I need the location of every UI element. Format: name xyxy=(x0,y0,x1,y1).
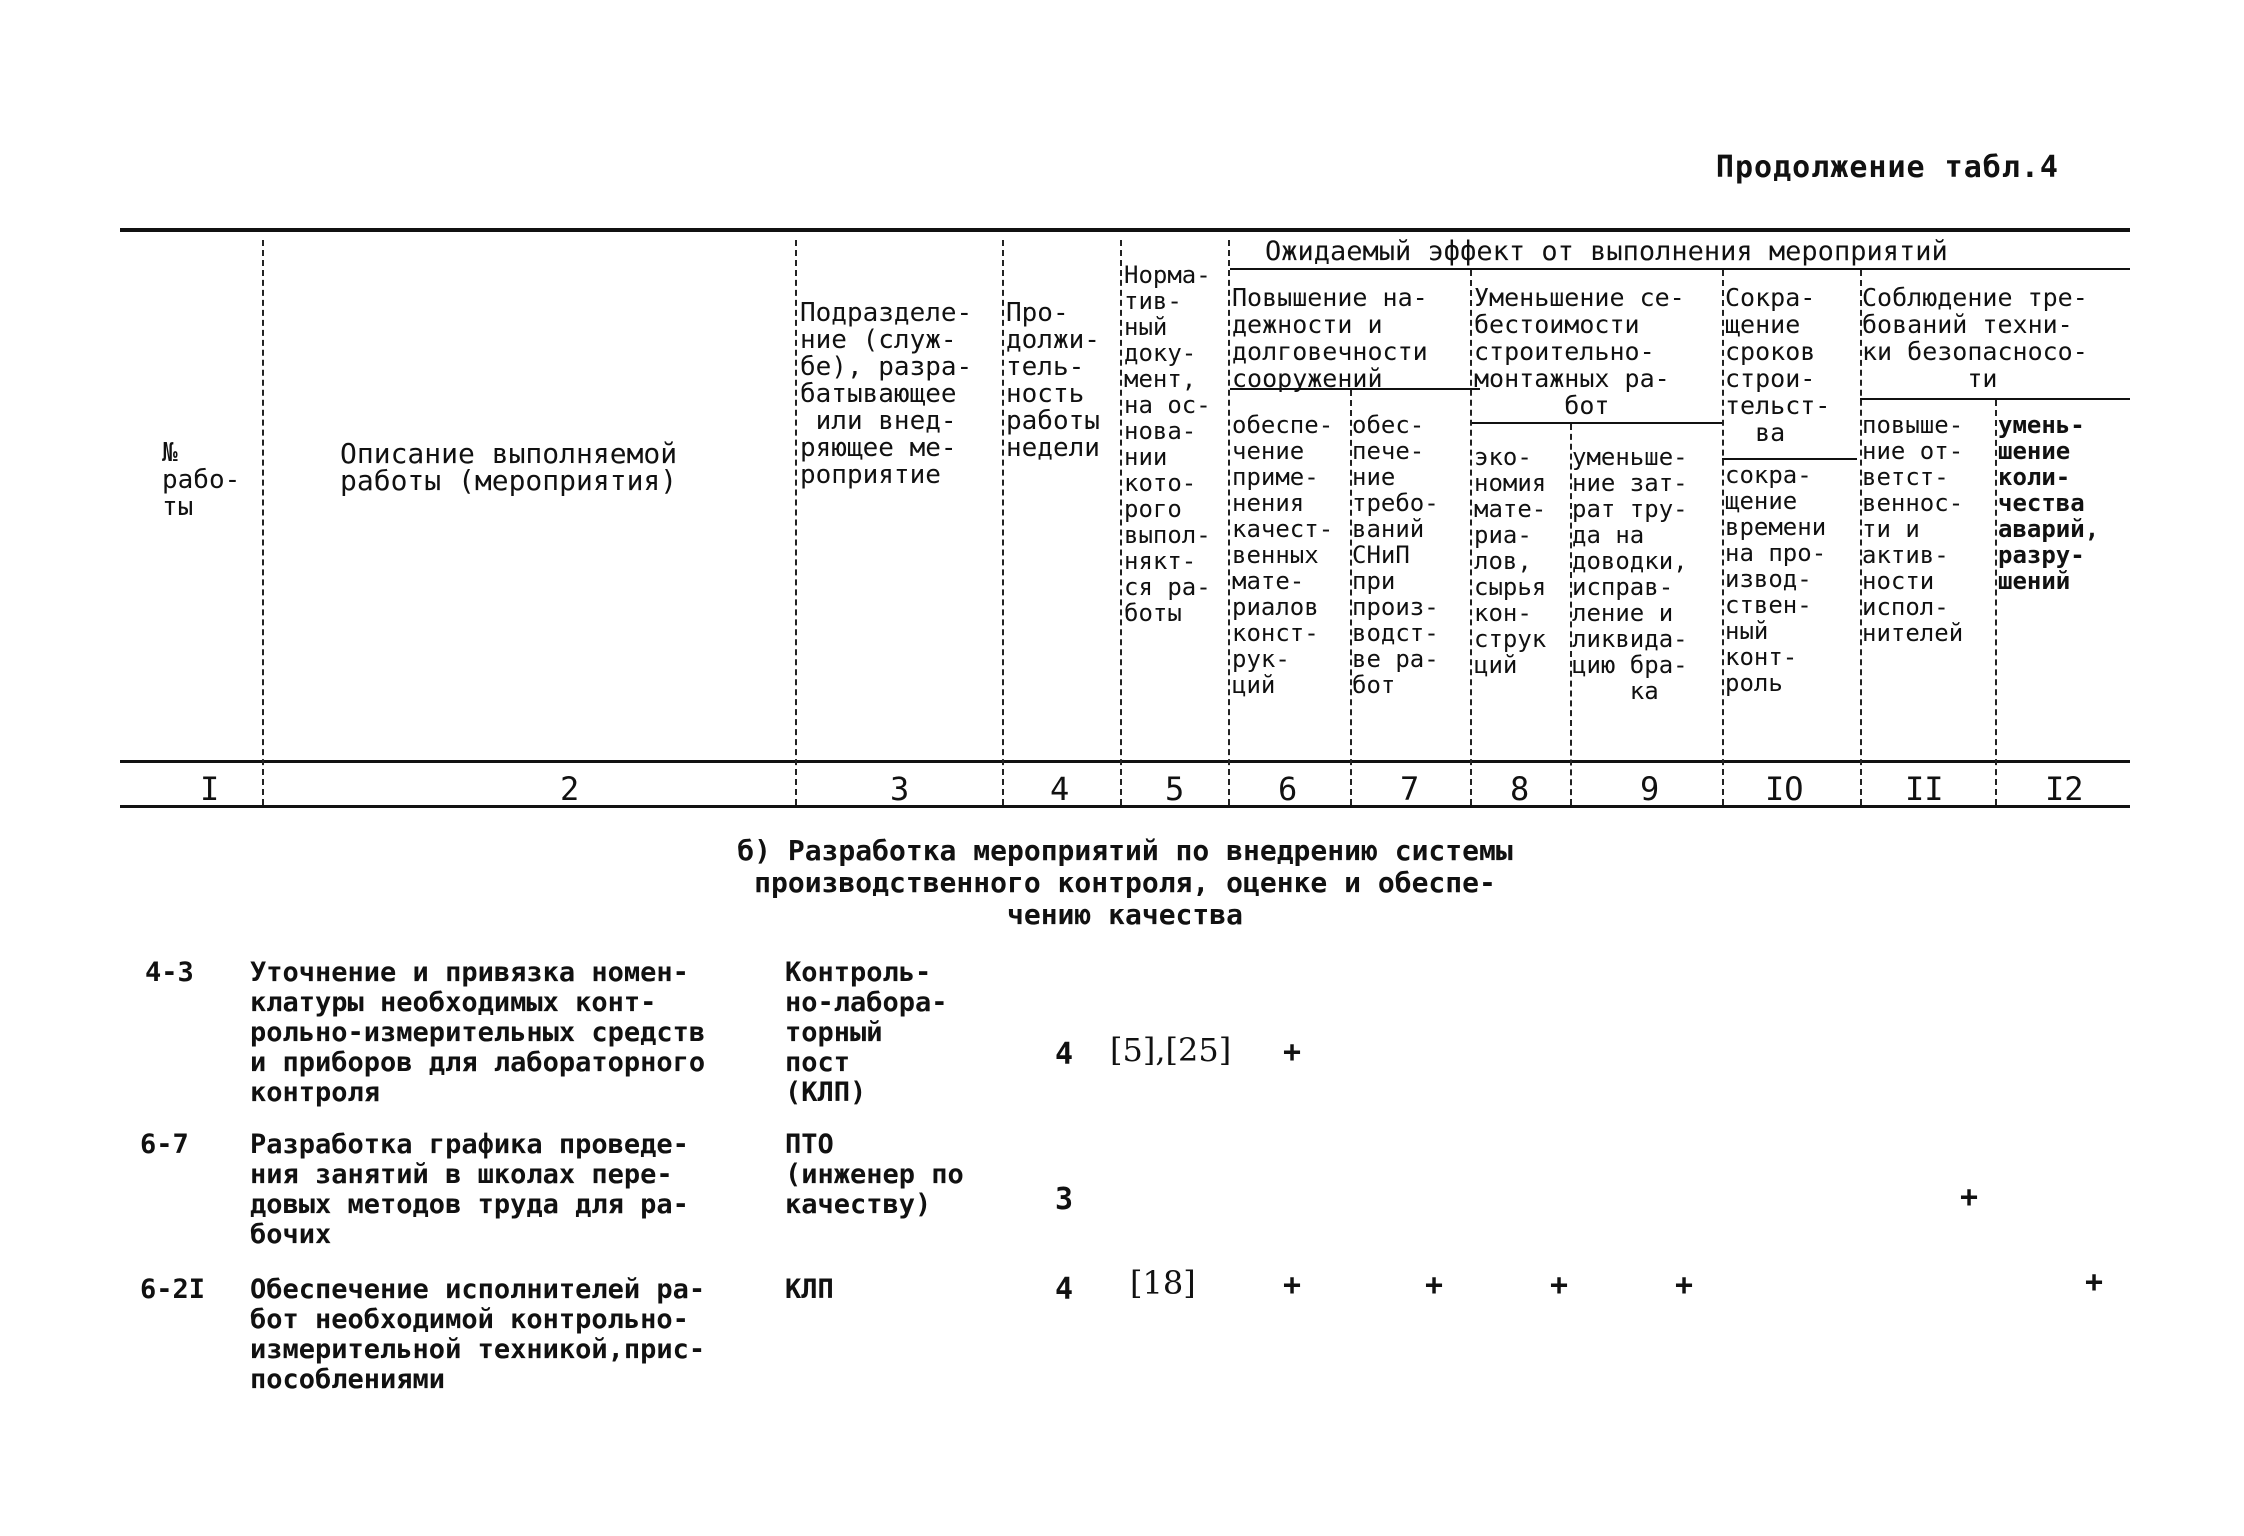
header-bottom-rule xyxy=(120,760,2130,763)
effect-rule xyxy=(1230,268,2130,270)
header-effect: Ожидаемый эффект от выполнения мероприятий xyxy=(1265,236,1948,267)
header-col-2: Описание выполняемой работы (мероприятия) xyxy=(340,437,678,497)
table-caption: Продолжение табл.4 xyxy=(1715,150,2059,185)
col-number-9: 9 xyxy=(1640,770,1660,808)
col-sep-4 xyxy=(1120,240,1122,805)
col-sep-3 xyxy=(1002,240,1004,805)
col-number-6: 6 xyxy=(1278,770,1298,808)
g3-rule xyxy=(1722,458,1857,460)
header-group-time: Сокра- щение сроков строи- тельст- ва xyxy=(1725,283,1831,447)
col-sep-1 xyxy=(262,240,264,805)
header-group-cost: Уменьшение се- бестоимости строительно- монтажных ра- бот xyxy=(1474,283,1685,420)
col-number-11: II xyxy=(1905,770,1944,808)
numbers-bottom-rule xyxy=(120,805,2130,808)
row-id: 6-7 xyxy=(140,1129,189,1160)
row-duration: 4 xyxy=(1055,1272,1074,1307)
col-sep-9 xyxy=(1722,270,1724,805)
header-col-11: повыше- ние от- ветст- веннос- ти и актив- ности испол- нителей xyxy=(1862,411,1964,647)
row-unit: Контроль- но-лабора- торный пост (КЛП) xyxy=(785,957,948,1108)
header-col-5: Норма- тив- ный доку- мент, на ос- нова- нии кото- рого выпол- някт- ся ра- боты xyxy=(1124,261,1211,627)
header-col-12: умень- шение коли- чества аварий, разру- шений xyxy=(1998,411,2100,595)
col-sep-5 xyxy=(1228,240,1230,805)
header-col-3: Подразделе- ние (служ- бе), разра- батывающее или внед- ряющее ме- роприятие xyxy=(800,298,973,490)
row-id: 4-3 xyxy=(145,957,194,988)
row-mark-col11: + xyxy=(1960,1180,1979,1215)
top-rule xyxy=(120,228,2130,232)
row-mark-col12: + xyxy=(2085,1265,2104,1300)
row-description: Обеспечение исполнителей ра- бот необходимой контрольно- измерительной техникой,прис- пособлениями xyxy=(250,1274,706,1395)
g2-rule xyxy=(1472,422,1722,424)
col-number-12: I2 xyxy=(2045,770,2084,808)
row-unit: КЛП xyxy=(785,1274,834,1305)
header-col-9: уменьше- ние зат- рат тру- да на доводки, исправ- ление и ликвида- цию бра- ка xyxy=(1572,443,1688,705)
col-number-8: 8 xyxy=(1510,770,1530,808)
row-id: 6-2I xyxy=(140,1274,206,1305)
col-number-2: 2 xyxy=(560,770,580,808)
col-sep-2 xyxy=(795,240,797,805)
row-duration: 3 xyxy=(1055,1182,1074,1217)
col-number-1: I xyxy=(200,770,220,808)
row-duration: 4 xyxy=(1055,1037,1074,1072)
row-mark-col8: + xyxy=(1550,1268,1569,1303)
row-unit: ПТО (инженер по качеству) xyxy=(785,1129,964,1220)
section-title: б) Разработка мероприятий по внедрению системы производственного контроля, оценке и обеспе- чению качества xyxy=(737,834,1513,931)
col-number-3: 3 xyxy=(890,770,910,808)
row-document: [18] xyxy=(1130,1264,1196,1302)
header-group-safety: Соблюдение тре- бований техни- ки безопасносо- ти xyxy=(1862,283,2088,393)
header-col-8: эко- номия мате- риа- лов, сырья кон- струк ций xyxy=(1474,443,1547,679)
header-col-10: сокра- щение времени на про- извод- ствен- ный конт- роль xyxy=(1725,461,1827,697)
header-col-1: № рабо- ты xyxy=(162,438,241,522)
header-col-7: обес- пече- ние требо- ваний СНиП при произ- водст- ве ра- бот xyxy=(1352,411,1439,699)
col-number-7: 7 xyxy=(1400,770,1420,808)
col-number-10: IO xyxy=(1765,770,1804,808)
col-sep-11 xyxy=(1995,400,1997,805)
row-mark-col6: + xyxy=(1283,1035,1302,1070)
header-col-6: обеспе- чение приме- нения качест- венных мате- риалов конст- рук- ций xyxy=(1232,411,1334,699)
row-mark-col9: + xyxy=(1675,1268,1694,1303)
col-number-4: 4 xyxy=(1050,770,1070,808)
col-sep-7 xyxy=(1470,270,1472,805)
row-document: [5],[25] xyxy=(1110,1031,1232,1069)
row-description: Уточнение и привязка номен- клатуры необходимых конт- рольно-измерительных средств и приборов для лабораторного контроля xyxy=(250,957,706,1108)
row-mark-col7: + xyxy=(1425,1268,1444,1303)
header-group-reliability: Повышение на- дежности и долговечности сооружений xyxy=(1232,283,1428,393)
row-mark-col6: + xyxy=(1283,1268,1302,1303)
col-number-5: 5 xyxy=(1165,770,1185,808)
row-description: Разработка графика проведе- ния занятий в школах пере- довых методов труда для ра- бочих xyxy=(250,1129,689,1250)
header-col-4: Про- должи- тель- ность работы недели xyxy=(1006,298,1100,463)
